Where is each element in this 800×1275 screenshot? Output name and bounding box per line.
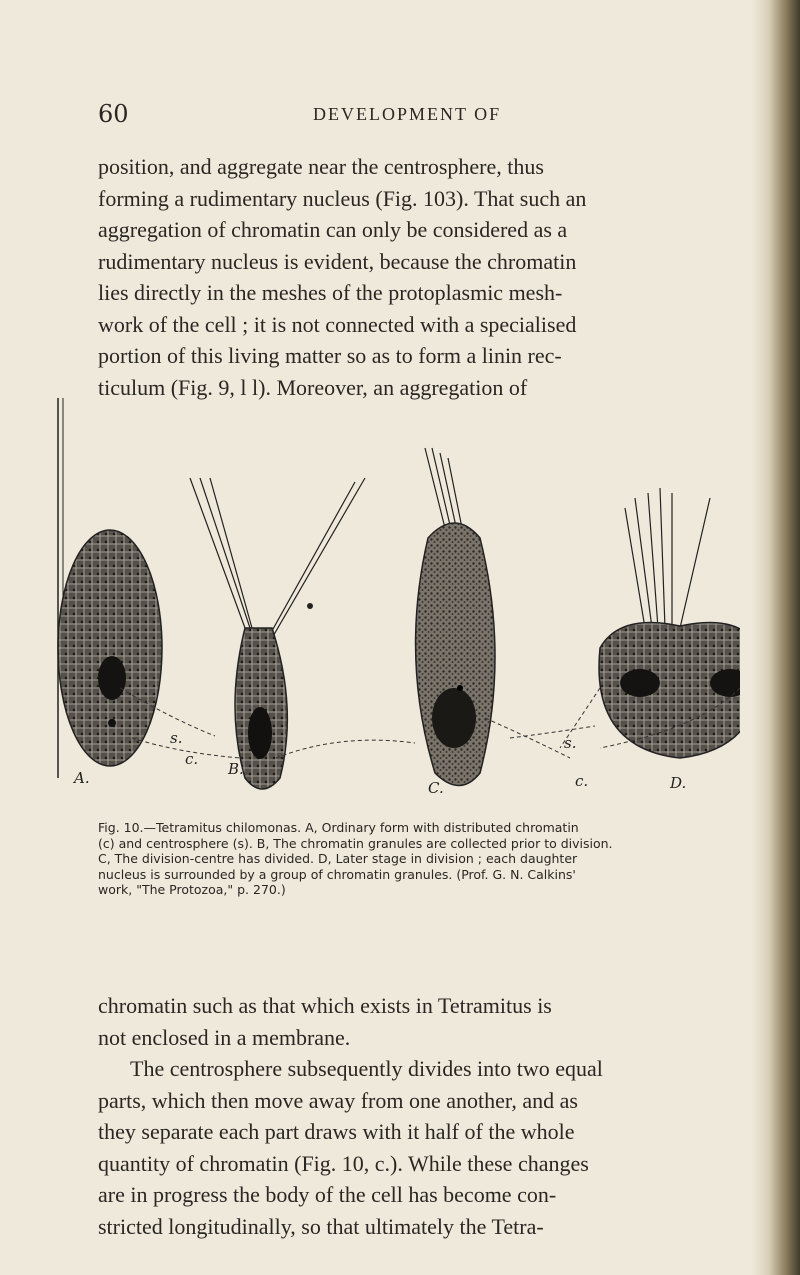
label-c: C. <box>428 779 444 797</box>
caption-line: Fig. 10.—Tetramitus chilomonas. A, Ordinary form with distributed chromatin <box>98 820 579 835</box>
text-line: rudimentary nucleus is evident, because the chromatin <box>98 248 577 274</box>
text-line: not enclosed in a membrane. <box>98 1024 351 1050</box>
caption-line: (c) and centrosphere (s). B, The chromatin granules are collected prior to division. <box>98 835 613 851</box>
text-line: parts, which then move away from one another, and as <box>98 1087 578 1113</box>
figure-tetramitus <box>40 388 740 810</box>
label-a: A. <box>74 769 90 787</box>
caption-line: work, "The Protozoa," p. 270.) <box>98 882 286 897</box>
text-line: ticulum (Fig. 9, l l). Moreover, an aggregation of <box>98 374 528 400</box>
figure-illustration <box>40 388 740 810</box>
label-b: B. <box>228 760 244 778</box>
label-s-right: s. <box>564 734 577 752</box>
label-s-left: s. <box>170 729 183 747</box>
text-line: aggregation of chromatin can only be considered as a <box>98 217 568 242</box>
text-line: stricted longitudinally, so that ultimately the Tetra- <box>98 1213 544 1239</box>
paragraph-bottom <box>98 990 730 1242</box>
cell-a <box>58 530 162 766</box>
text-line: position, and aggregate near the centrosphere, thus <box>98 154 544 179</box>
label-c-left: c. <box>185 750 199 768</box>
text-line: work of the cell ; it is not connected with a specialised <box>98 311 577 337</box>
paragraph-top <box>98 151 730 403</box>
text-line: The centrosphere subsequently divides into two equal <box>130 1056 603 1081</box>
caption-line: C, The division-centre has divided. D, Later stage in division ; each daughter <box>98 851 578 866</box>
cell-c <box>416 448 495 786</box>
text-line: forming a rudimentary nucleus (Fig. 103). That such an <box>98 185 587 211</box>
text-line: lies directly in the meshes of the protoplasmic mesh- <box>98 280 563 305</box>
page-number: 60 <box>98 100 129 128</box>
running-head: DEVELOPMENT OF <box>313 104 502 124</box>
figure-caption <box>98 820 728 898</box>
text-line: are in progress the body of the cell has become con- <box>98 1182 557 1207</box>
text-line: they separate each part draws with it half of the whole <box>98 1119 575 1144</box>
page-edge-shadow <box>752 0 800 1275</box>
page-header <box>98 100 728 140</box>
label-d: D. <box>670 774 687 792</box>
text-line: chromatin such as that which exists in Tetramitus is <box>98 993 552 1018</box>
text-line: portion of this living matter so as to form a linin rec- <box>98 343 562 368</box>
label-c-right: c. <box>575 772 589 790</box>
cell-d <box>599 488 740 758</box>
caption-line: nucleus is surrounded by a group of chromatin granules. (Prof. G. N. Calkins' <box>98 866 576 882</box>
text-line: quantity of chromatin (Fig. 10, c.). While these changes <box>98 1150 589 1176</box>
